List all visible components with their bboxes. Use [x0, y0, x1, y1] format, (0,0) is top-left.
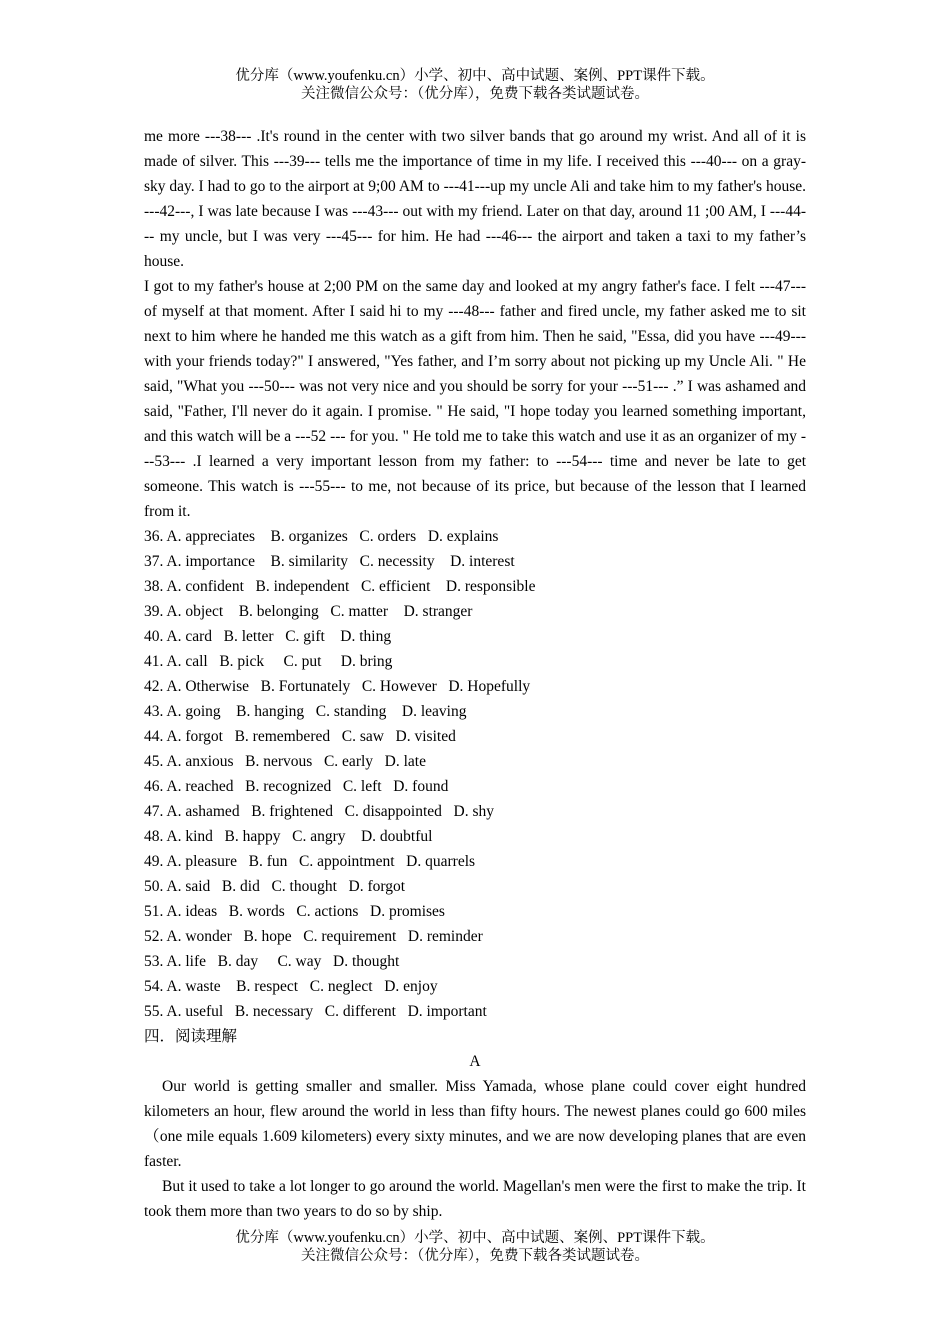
option-line-51: 51. A. ideas B. words C. actions D. promises	[144, 903, 445, 920]
section-heading: 四．阅读理解	[144, 1028, 238, 1045]
options-list	[144, 524, 806, 1024]
option-line-55: 55. A. useful B. necessary C. different D. important	[144, 1003, 487, 1020]
reading-paragraph-2: But it used to take a lot longer to go around the world. Magellan's men were the first to make the trip. It took them more than two years to do so by ship.	[144, 1178, 806, 1220]
option-line-36: 36. A. appreciates B. organizes C. orders D. explains	[144, 528, 499, 545]
option-line-53: 53. A. life B. day C. way D. thought	[144, 953, 400, 970]
option-line-48: 48. A. kind B. happy C. angry D. doubtful	[144, 828, 433, 845]
option-line-46: 46. A. reached B. recognized C. left D. found	[144, 778, 449, 795]
option-line-38: 38. A. confident B. independent C. efficient D. responsible	[144, 578, 536, 595]
option-line-37: 37. A. importance B. similarity C. necessity D. interest	[144, 553, 515, 570]
option-line-54: 54. A. waste B. respect C. neglect D. enjoy	[144, 978, 438, 995]
document-body	[144, 124, 806, 1224]
header-line-2: 关注微信公众号：（优分库），免费下载各类试题试卷。	[301, 86, 649, 102]
option-line-50: 50. A. said B. did C. thought D. forgot	[144, 878, 406, 895]
option-line-40: 40. A. card B. letter C. gift D. thing	[144, 628, 392, 645]
option-line-39: 39. A. object B. belonging C. matter D. stranger	[144, 603, 473, 620]
option-line-43: 43. A. going B. hanging C. standing D. leaving	[144, 703, 467, 720]
header-line-1: 优分库（www.youfenku.cn）小学、初中、高中试题、案例、PPT课件下载。	[235, 68, 715, 84]
page-footer	[0, 1229, 950, 1265]
option-line-44: 44. A. forgot B. remembered C. saw D. visited	[144, 728, 456, 745]
reading-paragraph-1: Our world is getting smaller and smaller. Miss Yamada, whose plane could cover eight hundred kilometers an hour, flew around the world in less than fifty hours. The newest planes could go 600 miles（one mile equals 1.609 kilometers) every sixty minutes, and we are now developing planes that are even faster.	[144, 1078, 806, 1170]
footer-line-2: 关注微信公众号：（优分库），免费下载各类试题试卷。	[301, 1248, 649, 1264]
footer-line-1: 优分库（www.youfenku.cn）小学、初中、高中试题、案例、PPT课件下载。	[235, 1230, 715, 1246]
option-line-47: 47. A. ashamed B. frightened C. disappointed D. shy	[144, 803, 494, 820]
option-line-41: 41. A. call B. pick C. put D. bring	[144, 653, 393, 670]
passage-paragraph-2: I got to my father's house at 2;00 PM on the same day and looked at my angry father's face. I felt ---47--- of myself at that moment. After I said hi to my ---48--- father and fired uncle, my father asked me to sit next to him where he handed me this watch as a gift from him. Then he said, "Essa, did you have ---49--- with your friends today?" I answered, "Yes father, and I’m sorry about not picking up my Uncle Ali. " He said, "What you ---50--- was not very nice and you should be sorry for your ---51--- .” I was ashamed and said, "Father, I'll never do it again. I promise. " He said, "I hope today you learned something important, and this watch will be a ---52 --- for you. " He told me to take this watch and use it as an organizer of my ---53--- .I learned a very important lesson from my father: to ---54--- time and never be late to get someone. This watch is ---55--- to me, not because of its price, but because of the lesson that I learned from it.	[144, 278, 806, 520]
passage-paragraph-1: me more ---38--- .It's round in the center with two silver bands that go around my wrist. And all of it is made of silver. This ---39--- tells me the importance of time in my life. I received this ---40--- on a gray-sky day. I had to go to the airport at 9;00 AM to ---41---up my uncle Ali and take him to my father's house. ---42---, I was late because I was ---43--- out with my friend. Later on that day, around 11 ;00 AM, I ---44--- my uncle, but I was very ---45--- for him. He had ---46--- the airport and taken a taxi to my father’s house.	[144, 128, 806, 270]
section-letter: A	[469, 1053, 481, 1070]
option-line-52: 52. A. wonder B. hope C. requirement D. reminder	[144, 928, 483, 945]
option-line-45: 45. A. anxious B. nervous C. early D. late	[144, 753, 426, 770]
option-line-42: 42. A. Otherwise B. Fortunately C. However D. Hopefully	[144, 678, 531, 695]
option-line-49: 49. A. pleasure B. fun C. appointment D. quarrels	[144, 853, 476, 870]
page-header	[0, 67, 950, 103]
